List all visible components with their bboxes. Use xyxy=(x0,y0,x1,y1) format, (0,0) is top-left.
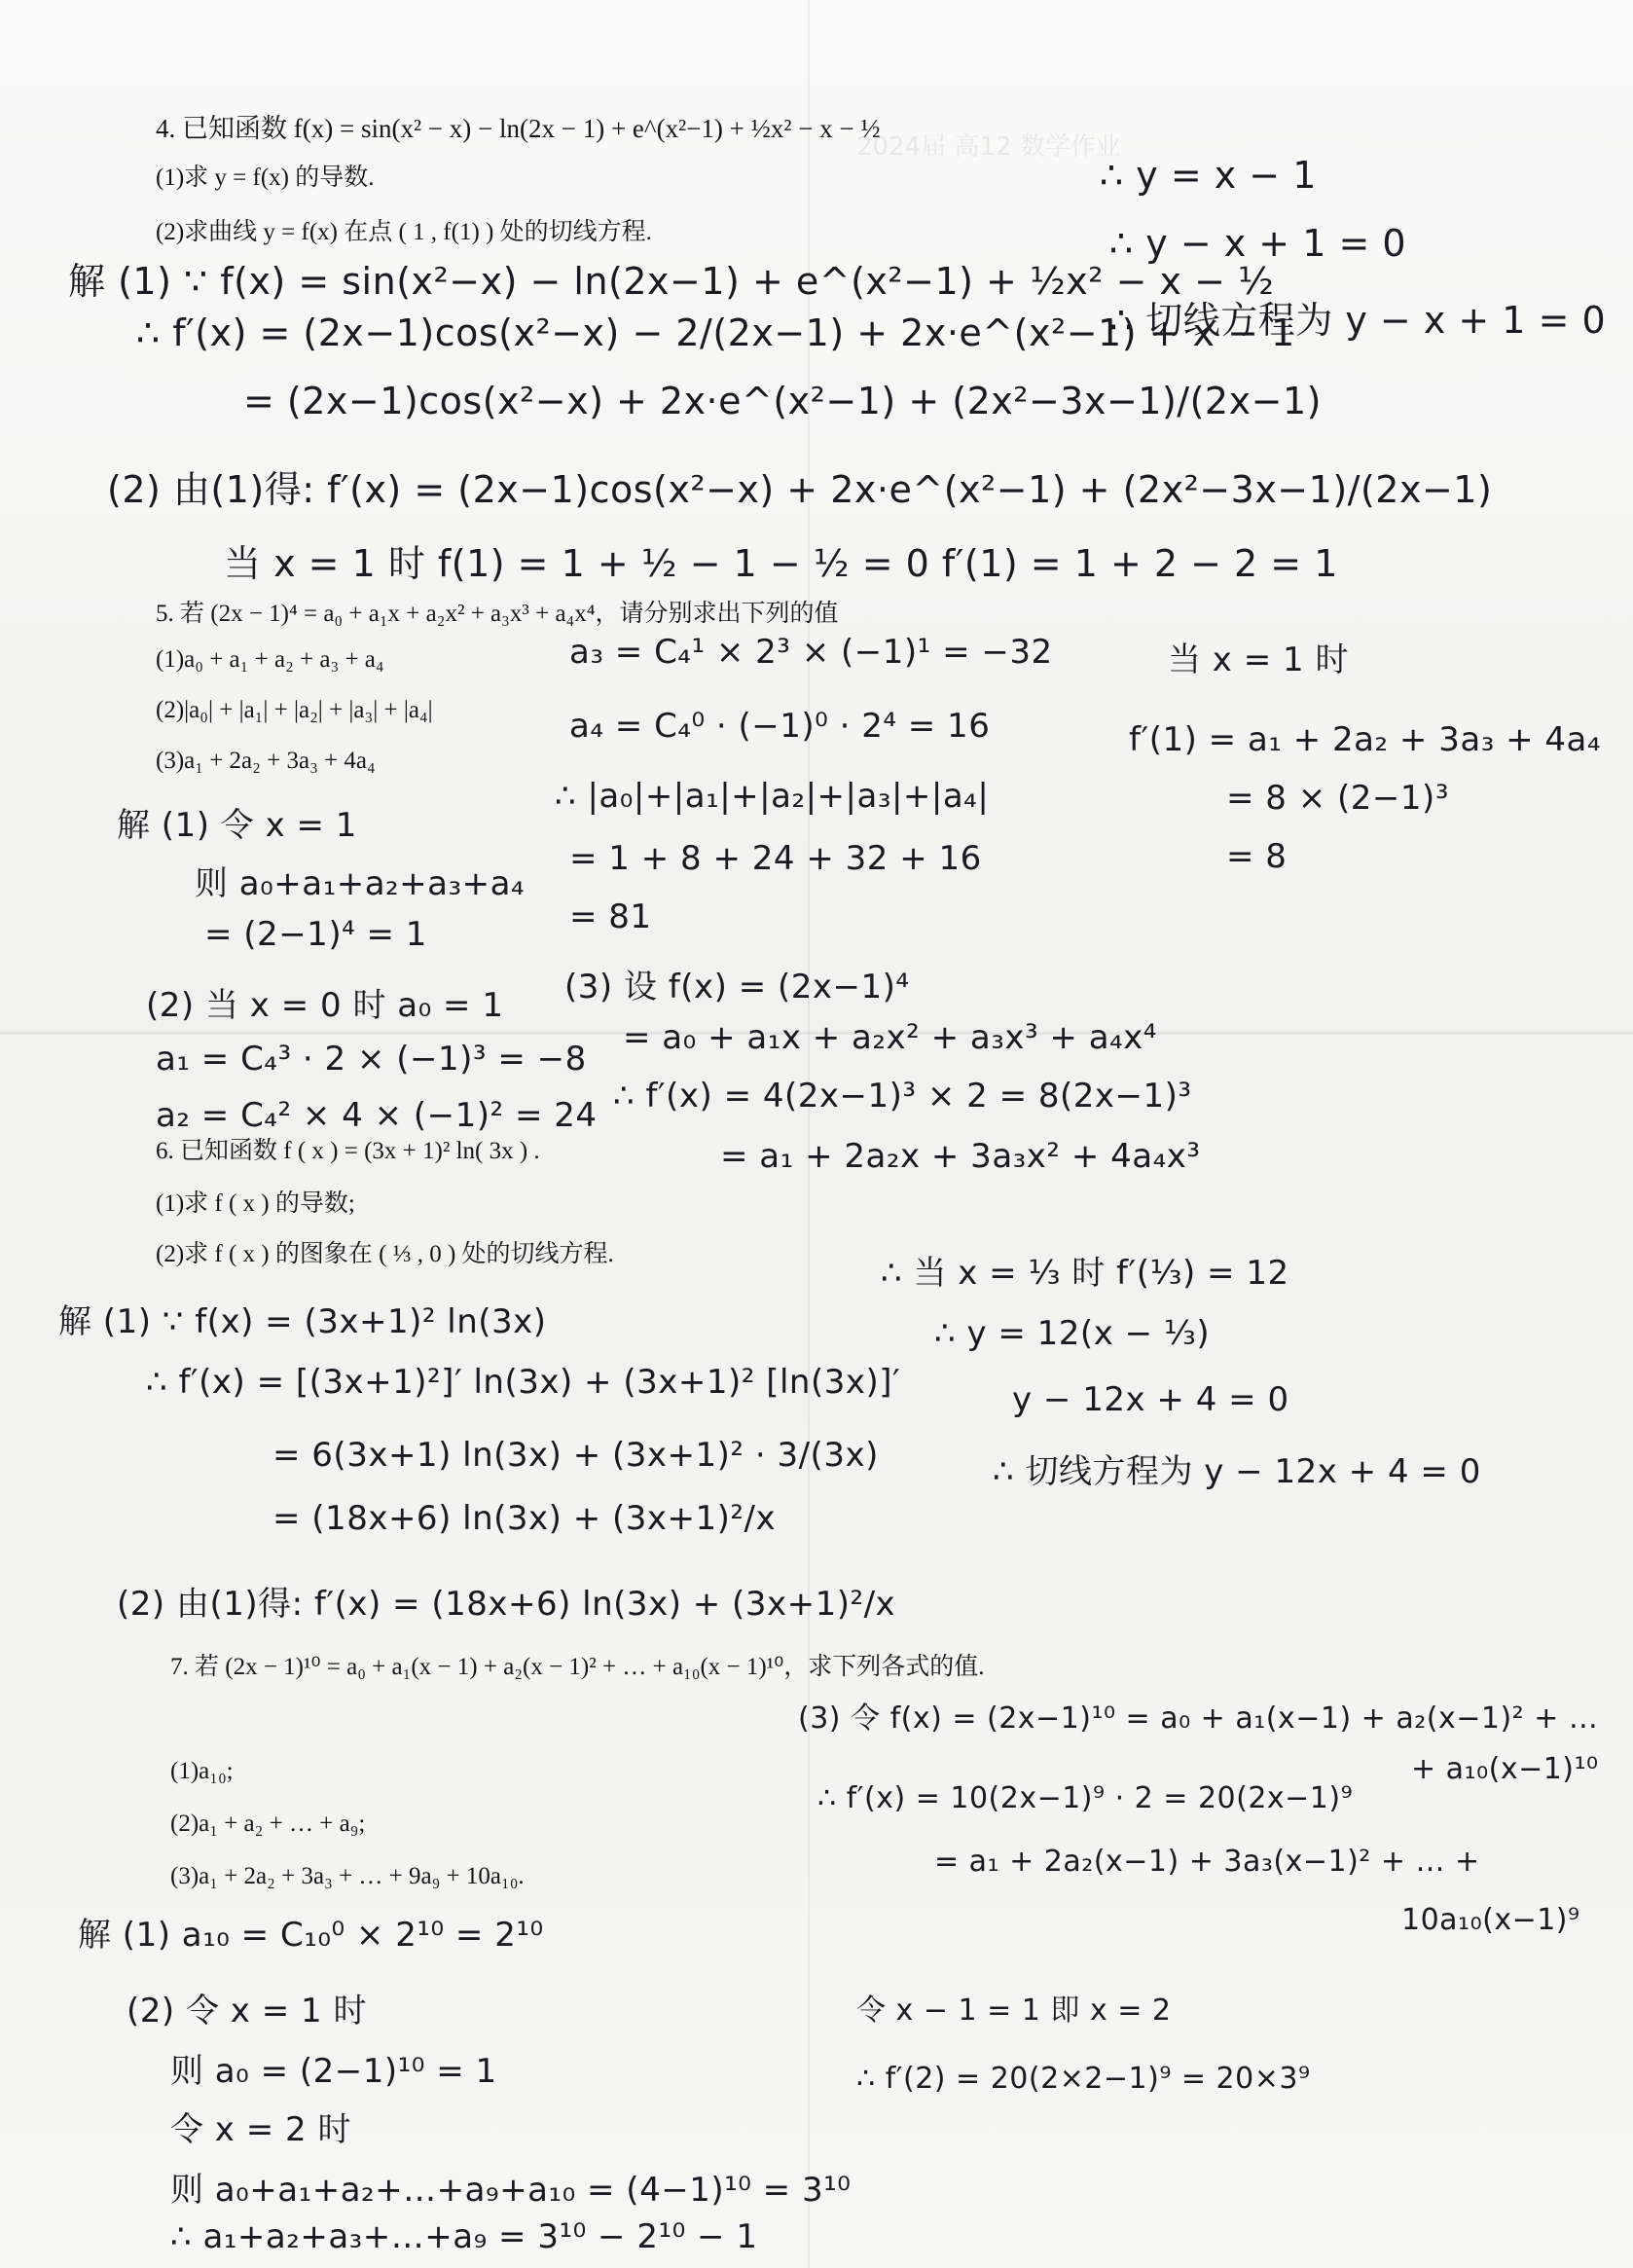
q5-ans-mid9: = a₁ + 2a₂x + 3a₃x² + 4a₄x³ xyxy=(720,1137,1201,1176)
q5-ans-mid5: = 81 xyxy=(569,897,652,936)
q7-ans-right3: ∴ f′(x) = 10(2x−1)⁹ · 2 = 20(2x−1)⁹ xyxy=(817,1781,1354,1815)
q5-part1: (1)a₀ + a₁ + a₂ + a₃ + a₄ xyxy=(156,646,384,673)
q7-ans-left4: 令 x = 2 时 xyxy=(170,2110,351,2149)
q7-ans-right4: = a₁ + 2a₂(x−1) + 3a₃(x−1)² + … + xyxy=(934,1845,1480,1879)
q4-ans-line5: 当 x = 1 时 f(1) = 1 + ½ − 1 − ½ = 0 f′(1) = 1 + 2 − 2 = 1 xyxy=(224,542,1338,585)
q5-ans-left4: (2) 当 x = 0 时 a₀ = 1 xyxy=(146,986,504,1025)
q4-ans-line3: = (2x−1)cos(x²−x) + 2x·e^(x²−1) + (2x²−3x−1)/(2x−1) xyxy=(243,380,1322,422)
q5-part3: (3)a₁ + 2a₂ + 3a₃ + 4a₄ xyxy=(156,748,376,774)
q6-ans-line5: (2) 由(1)得: f′(x) = (18x+6) ln(3x) + (3x+1)²/x xyxy=(117,1585,896,1624)
q5-ans-mid4: = 1 + 8 + 24 + 32 + 16 xyxy=(569,839,982,878)
q4-ans-right2: ∴ y − x + 1 = 0 xyxy=(1109,222,1407,265)
q5-ans-mid8: ∴ f′(x) = 4(2x−1)³ × 2 = 8(2x−1)³ xyxy=(613,1077,1192,1116)
q5-ans-left1: 解 (1) 令 x = 1 xyxy=(117,806,357,845)
q6-ans-right1: ∴ 当 x = ⅓ 时 f′(⅓) = 12 xyxy=(881,1254,1289,1293)
q4-part2: (2)求曲线 y = f(x) 在点 ( 1 , f(1) ) 处的切线方程. xyxy=(156,219,652,245)
q4-ans-right3: ∴ 切线方程为 y − x + 1 = 0 xyxy=(1109,299,1607,342)
q7-ans-left1: 解 (1) a₁₀ = C₁₀⁰ × 2¹⁰ = 2¹⁰ xyxy=(78,1916,544,1955)
q4-ans-line2: ∴ f′(x) = (2x−1)cos(x²−x) − 2/(2x−1) + 2x·e^(x²−1) + x − 1 xyxy=(136,311,1295,354)
q6-stem: 6. 已知函数 f ( x ) = (3x + 1)² ln( 3x ) . xyxy=(156,1138,540,1164)
q5-ans-right2: f′(1) = a₁ + 2a₂ + 3a₃ + 4a₄ xyxy=(1129,720,1602,759)
q7-ans-left6: ∴ a₁+a₂+a₃+…+a₉ = 3¹⁰ − 2¹⁰ − 1 xyxy=(170,2217,758,2256)
q6-ans-right4: ∴ 切线方程为 y − 12x + 4 = 0 xyxy=(993,1452,1481,1491)
q7-stem: 7. 若 (2x − 1)¹⁰ = a₀ + a₁(x − 1) + a₂(x − 1)² + … + a₁₀(x − 1)¹⁰，求下列各式的值. xyxy=(170,1654,985,1680)
bleed-through-title: 2024届 高12 数学作业 xyxy=(856,132,1121,162)
q5-ans-right1: 当 x = 1 时 xyxy=(1168,640,1349,679)
q7-ans-right7: ∴ f′(2) = 20(2×2−1)⁹ = 20×3⁹ xyxy=(856,2062,1311,2096)
q5-ans-right4: = 8 xyxy=(1226,837,1288,876)
q6-part1: (1)求 f ( x ) 的导数; xyxy=(156,1190,355,1217)
q4-part1: (1)求 y = f(x) 的导数. xyxy=(156,165,375,191)
q6-ans-line1: 解 (1) ∵ f(x) = (3x+1)² ln(3x) xyxy=(58,1302,547,1341)
q7-ans-right2: + a₁₀(x−1)¹⁰ xyxy=(1411,1752,1599,1786)
q5-stem: 5. 若 (2x − 1)⁴ = a₀ + a₁x + a₂x² + a₃x³ + a₄x⁴，请分别求出下列的值 xyxy=(156,601,839,627)
q6-ans-right3: y − 12x + 4 = 0 xyxy=(1012,1380,1289,1419)
q5-ans-mid7: = a₀ + a₁x + a₂x² + a₃x³ + a₄x⁴ xyxy=(623,1018,1157,1057)
q5-ans-right3: = 8 × (2−1)³ xyxy=(1226,779,1449,818)
q5-ans-left2: 则 a₀+a₁+a₂+a₃+a₄ xyxy=(195,864,526,903)
q7-part2: (2)a₁ + a₂ + … + a₉; xyxy=(170,1811,366,1837)
q6-part2: (2)求 f ( x ) 的图象在 ( ⅓ , 0 ) 处的切线方程. xyxy=(156,1241,614,1267)
q5-part2: (2)|a₀| + |a₁| + |a₂| + |a₃| + |a₄| xyxy=(156,697,433,723)
q5-ans-left5: a₁ = C₄³ · 2 × (−1)³ = −8 xyxy=(156,1040,587,1079)
q4-ans-line4: (2) 由(1)得: f′(x) = (2x−1)cos(x²−x) + 2x·e^(x²−1) + (2x²−3x−1)/(2x−1) xyxy=(107,468,1493,511)
q7-ans-right5: 10a₁₀(x−1)⁹ xyxy=(1401,1903,1580,1937)
q6-ans-right2: ∴ y = 12(x − ⅓) xyxy=(934,1314,1211,1353)
q7-ans-left5: 则 a₀+a₁+a₂+…+a₉+a₁₀ = (4−1)¹⁰ = 3¹⁰ xyxy=(170,2171,852,2210)
q5-ans-mid3: ∴ |a₀|+|a₁|+|a₂|+|a₃|+|a₄| xyxy=(555,777,990,816)
q7-part3: (3)a₁ + 2a₂ + 3a₃ + … + 9a₉ + 10a₁₀. xyxy=(170,1863,525,1889)
q4-stem: 4. 已知函数 f(x) = sin(x² − x) − ln(2x − 1) + e^(x²−1) + ½x² − x − ½ xyxy=(156,114,881,143)
q4-ans-line1: 解 (1) ∵ f(x) = sin(x²−x) − ln(2x−1) + e^(x²−1) + ½x² − x − ½ xyxy=(68,260,1275,303)
q6-ans-line2: ∴ f′(x) = [(3x+1)²]′ ln(3x) + (3x+1)² [ln(3x)]′ xyxy=(146,1363,901,1402)
q7-ans-right6: 令 x − 1 = 1 即 x = 2 xyxy=(856,1994,1172,2028)
q4-ans-right1: ∴ y = x − 1 xyxy=(1100,154,1317,197)
q5-ans-left6: a₂ = C₄² × 4 × (−1)² = 24 xyxy=(156,1096,598,1135)
q5-ans-mid1: a₃ = C₄¹ × 2³ × (−1)¹ = −32 xyxy=(569,633,1053,672)
q5-ans-left3: = (2−1)⁴ = 1 xyxy=(204,915,427,954)
q7-ans-left3: 则 a₀ = (2−1)¹⁰ = 1 xyxy=(170,2052,497,2091)
q7-ans-left2: (2) 令 x = 1 时 xyxy=(127,1992,367,2030)
q5-ans-mid2: a₄ = C₄⁰ · (−1)⁰ · 2⁴ = 16 xyxy=(569,707,991,746)
q5-ans-mid6: (3) 设 f(x) = (2x−1)⁴ xyxy=(564,968,910,1006)
q7-part1: (1)a₁₀; xyxy=(170,1758,234,1784)
q6-ans-line3: = 6(3x+1) ln(3x) + (3x+1)² · 3/(3x) xyxy=(272,1436,879,1475)
q6-ans-line4: = (18x+6) ln(3x) + (3x+1)²/x xyxy=(272,1499,777,1538)
q7-ans-right1: (3) 令 f(x) = (2x−1)¹⁰ = a₀ + a₁(x−1) + a₂(x−1)² + … xyxy=(798,1701,1599,1736)
